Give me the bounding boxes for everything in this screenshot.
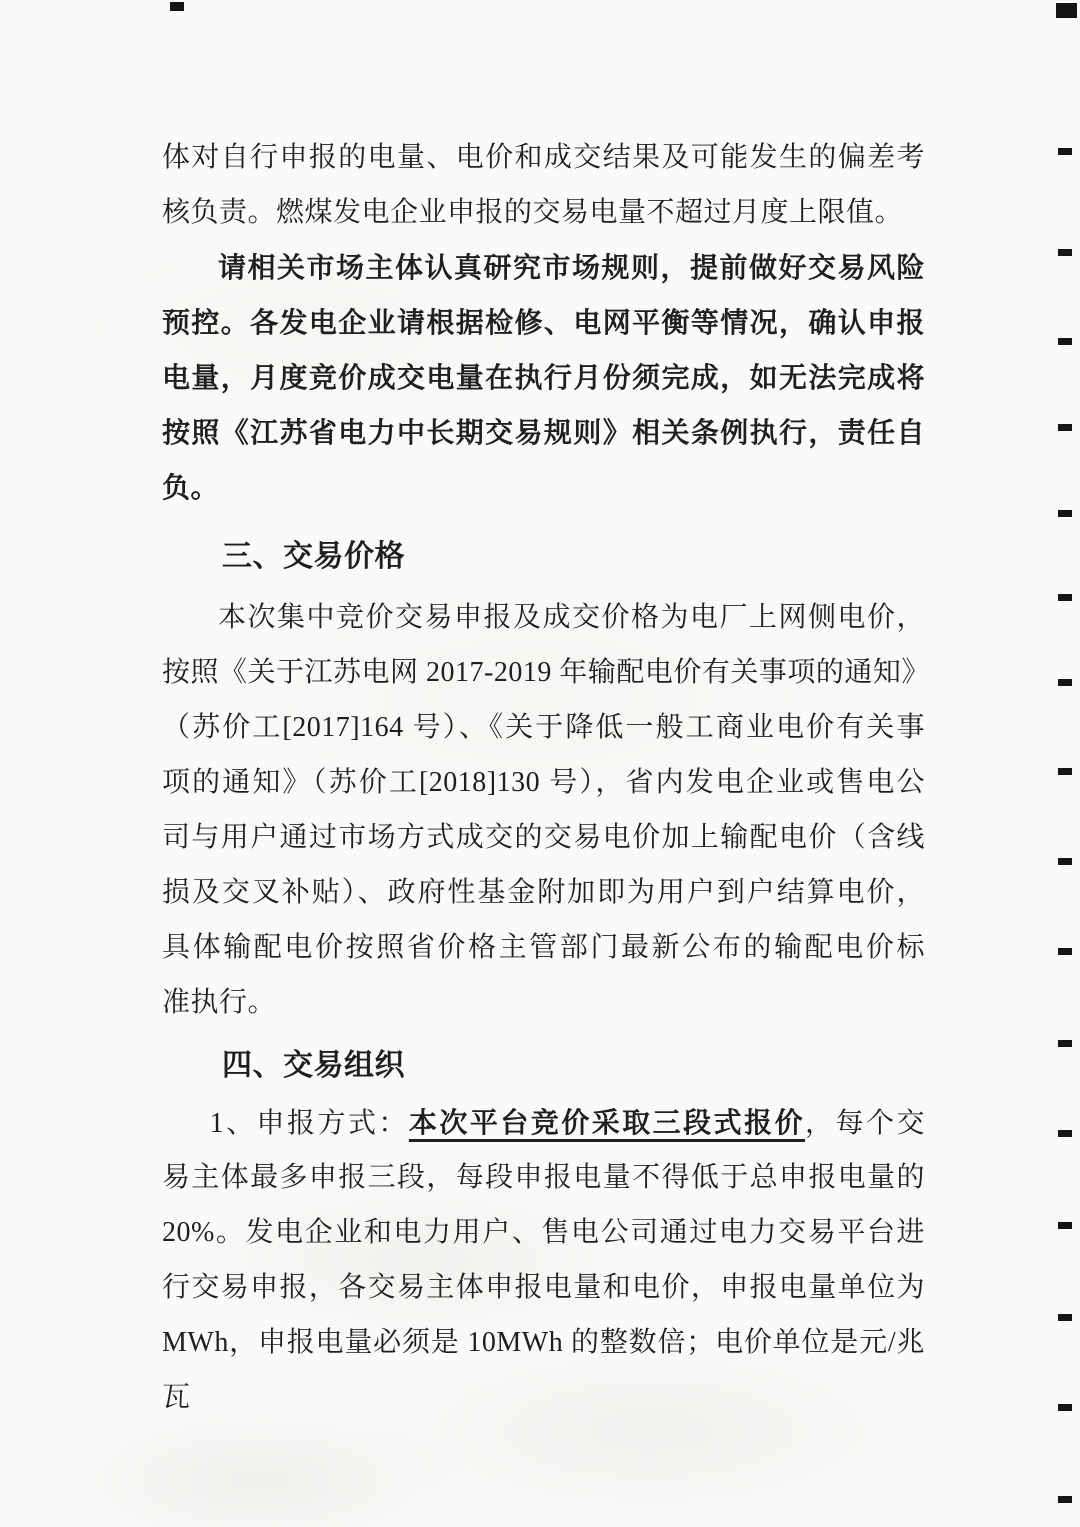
- body-text: 损及交叉补贴）、政府性基金附加即为用户到户结算电价，: [162, 877, 925, 908]
- scan-mark: [170, 2, 184, 11]
- doc-line: [162, 755, 925, 810]
- body-text: 1、申报方式：: [209, 1108, 409, 1139]
- doc-line-bold: [162, 350, 925, 405]
- doc-line: [162, 920, 925, 975]
- emphasis-text: 预控。各发电企业请根据检修、电网平衡等情况，确认申报: [162, 307, 925, 338]
- emphasis-text: 按照《江苏省电力中长期交易规则》相关条例执行，责任自: [162, 417, 925, 448]
- scan-mark: [1058, 1040, 1072, 1047]
- emphasis-text: 请相关市场主体认真研究市场规则，提前做好交易风险: [218, 252, 925, 283]
- document-text-block: [162, 130, 930, 1413]
- scan-mark: [1058, 1496, 1072, 1503]
- body-text: （苏价工[2017]164 号）、《关于降低一般工商业电价有关事: [162, 712, 925, 743]
- body-text: 易主体最多申报三段，每段申报电量不得低于总申报电量的: [162, 1162, 925, 1193]
- scan-mark: [1058, 338, 1072, 345]
- heading-text: 三、交易价格: [222, 540, 405, 573]
- scan-mark: [1058, 1404, 1072, 1411]
- body-text: 项的通知》（苏价工[2018]130 号），省内发电企业或售电公: [162, 767, 925, 798]
- scan-mark: [1058, 679, 1072, 686]
- scan-mark: [1058, 768, 1072, 775]
- section-heading-trade-price: [162, 529, 925, 584]
- scan-mark: [1058, 858, 1072, 865]
- doc-line-bold: [162, 240, 925, 295]
- body-text: 准执行。: [162, 987, 277, 1018]
- body-text: 本次集中竞价交易申报及成交价格为电厂上网侧电价，: [218, 602, 925, 633]
- underlined-emphasis-text: 本次平台竞价采取三段式报价: [408, 1107, 806, 1138]
- doc-line: [162, 810, 925, 865]
- scan-mark: [1058, 249, 1072, 256]
- body-text: 核负责。燃煤发电企业申报的交易电量不超过月度上限值。: [162, 197, 904, 228]
- body-text: 体对自行申报的电量、电价和成交结果及可能发生的偏差考: [162, 142, 925, 173]
- doc-line: [162, 645, 930, 700]
- body-text: 20%。发电企业和电力用户、售电公司通过电力交易平台进: [162, 1217, 925, 1248]
- body-text: 按照《关于江苏电网 2017-2019 年输配电价有关事项的通知》: [162, 657, 930, 688]
- body-text: 具体输配电价按照省价格主管部门最新公布的输配电价标: [162, 932, 925, 963]
- body-text: ，每个交: [805, 1108, 925, 1139]
- emphasis-text: 负。: [162, 472, 220, 503]
- doc-line: [162, 590, 925, 645]
- scan-mark: [1058, 594, 1072, 601]
- body-text: MWh，申报电量必须是 10MWh 的整数倍；电价单位是元/兆瓦: [162, 1327, 925, 1413]
- doc-line: [162, 865, 925, 920]
- scan-mark: [1058, 510, 1072, 517]
- doc-line: [162, 130, 925, 185]
- doc-line-bold: [162, 460, 925, 515]
- doc-line: [162, 1150, 925, 1205]
- scan-mark: [1058, 424, 1072, 431]
- doc-line: [162, 1205, 925, 1260]
- scan-mark: [1058, 1222, 1072, 1229]
- doc-line: [162, 1260, 925, 1315]
- doc-line-bold: [162, 405, 925, 460]
- doc-line: [162, 1315, 925, 1413]
- section-heading-trade-organization: [162, 1038, 925, 1093]
- body-text: 行交易申报，各交易主体申报电量和电价，申报电量单位为: [162, 1272, 925, 1303]
- scan-mark: [1058, 148, 1072, 155]
- body-text: 司与用户通过市场方式成交的交易电价加上输配电价（含线: [162, 822, 925, 853]
- doc-line-bold: [162, 295, 925, 350]
- doc-line: [162, 185, 925, 240]
- emphasis-text: 电量，月度竞价成交电量在执行月份须完成，如无法完成将: [162, 362, 925, 393]
- doc-line: [162, 975, 925, 1030]
- scan-mark: [1058, 948, 1072, 955]
- doc-line: [162, 700, 925, 755]
- scan-mark: [1056, 3, 1077, 18]
- scan-mark: [1058, 1314, 1072, 1321]
- scan-mark: [1058, 1130, 1072, 1137]
- heading-text: 四、交易组织: [222, 1049, 405, 1082]
- doc-line-mixed: [162, 1095, 925, 1150]
